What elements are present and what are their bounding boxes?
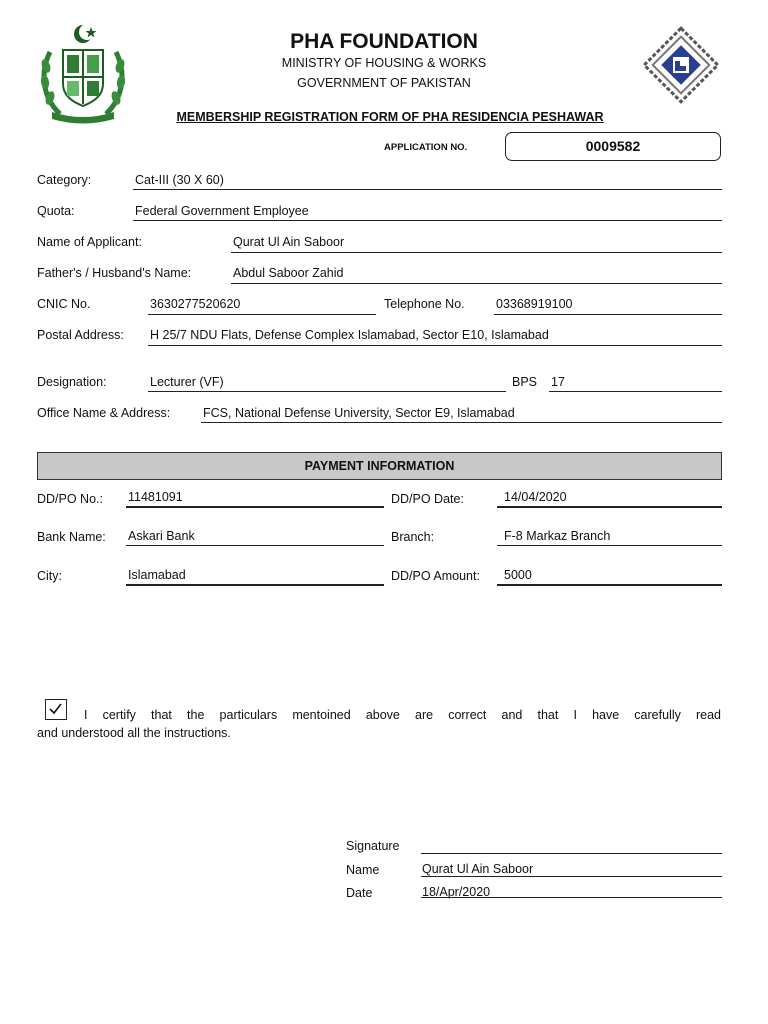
signature-name-label: Name <box>346 863 380 877</box>
ddpo-amount-label: DD/PO Amount: <box>391 569 480 583</box>
signature-name-value[interactable]: Qurat Ul Ain Saboor <box>422 862 534 876</box>
bank-name-underline <box>126 545 384 546</box>
telephone-label: Telephone No. <box>384 297 465 311</box>
ddpo-date-label: DD/PO Date: <box>391 492 464 506</box>
payment-info-heading-text: PAYMENT INFORMATION <box>304 459 455 473</box>
category-value[interactable]: Cat-III (30 X 60) <box>135 173 224 187</box>
city-underline <box>126 584 384 586</box>
designation-value[interactable]: Lecturer (VF) <box>150 375 224 389</box>
applicant-name-value[interactable]: Qurat Ul Ain Saboor <box>233 235 345 249</box>
category-label: Category: <box>37 173 92 187</box>
pha-foundation-logo <box>640 24 722 106</box>
certify-checkbox[interactable] <box>45 699 67 720</box>
city-label: City: <box>37 569 62 583</box>
page-title: PHA FOUNDATION <box>290 30 478 53</box>
ddpo-no-value[interactable]: 11481091 <box>128 490 183 504</box>
telephone-value[interactable]: 03368919100 <box>496 297 573 311</box>
ddpo-date-value[interactable]: 14/04/2020 <box>504 490 567 504</box>
signature-date-value[interactable]: 18/Apr/2020 <box>422 885 491 899</box>
signature-label: Signature <box>346 839 400 853</box>
application-no-label: APPLICATION NO. <box>384 142 468 153</box>
form-title: MEMBERSHIP REGISTRATION FORM OF PHA RESIDENCIA PESHAWAR <box>176 110 604 124</box>
bank-name-label: Bank Name: <box>37 530 106 544</box>
pakistan-emblem-logo <box>36 22 130 124</box>
bps-value[interactable]: 17 <box>551 375 565 389</box>
certification-text-line2: and understood all the instructions. <box>37 726 231 740</box>
cnic-underline <box>148 314 376 315</box>
cnic-value[interactable]: 3630277520620 <box>150 297 241 311</box>
government-subtitle: GOVERNMENT OF PAKISTAN <box>297 76 471 90</box>
bps-label: BPS <box>512 375 538 389</box>
branch-value[interactable]: F-8 Markaz Branch <box>504 529 611 543</box>
branch-label: Branch: <box>391 530 435 544</box>
postal-address-label: Postal Address: <box>37 328 124 342</box>
ddpo-amount-value[interactable]: 5000 <box>504 568 532 582</box>
ddpo-no-underline <box>126 506 384 508</box>
applicant-name-underline <box>231 252 722 253</box>
bank-name-value[interactable]: Askari Bank <box>128 529 195 543</box>
ddpo-amount-underline <box>497 584 722 586</box>
office-value[interactable]: FCS, National Defense University, Sector E9, Islamabad <box>203 406 515 420</box>
ministry-subtitle: MINISTRY OF HOUSING & WORKS <box>281 56 487 70</box>
father-name-label: Father's / Husband's Name: <box>37 266 192 280</box>
cnic-label: CNIC No. <box>37 297 91 311</box>
designation-underline <box>148 391 506 392</box>
signature-underline <box>421 853 722 854</box>
checkmark-icon <box>46 700 65 718</box>
father-name-underline <box>231 283 722 284</box>
ddpo-no-label: DD/PO No.: <box>37 492 103 506</box>
signature-date-label: Date <box>346 886 373 900</box>
postal-address-value[interactable]: H 25/7 NDU Flats, Defense Complex Islamabad, Sector E10, Islamabad <box>150 328 549 342</box>
category-underline <box>133 189 722 190</box>
quota-underline <box>133 220 722 221</box>
signature-date-underline <box>421 897 722 898</box>
telephone-underline <box>494 314 722 315</box>
branch-underline <box>497 545 722 546</box>
signature-name-underline <box>421 876 722 877</box>
payment-info-heading <box>37 452 722 480</box>
certification-text-line1: I certify that the particulars mentoined above are correct and that I have carefully read <box>84 708 721 722</box>
city-value[interactable]: Islamabad <box>128 568 186 582</box>
ddpo-date-underline <box>497 506 722 508</box>
postal-address-underline <box>148 345 722 346</box>
designation-label: Designation: <box>37 375 107 389</box>
bps-underline <box>549 391 722 392</box>
office-underline <box>201 422 722 423</box>
applicant-name-label: Name of Applicant: <box>37 235 142 249</box>
application-no-value: 0009582 <box>585 138 641 154</box>
father-name-value[interactable]: Abdul Saboor Zahid <box>233 266 344 280</box>
office-label: Office Name & Address: <box>37 406 171 420</box>
quota-label: Quota: <box>37 204 75 218</box>
quota-value[interactable]: Federal Government Employee <box>135 204 309 218</box>
application-no-box[interactable] <box>505 132 721 161</box>
